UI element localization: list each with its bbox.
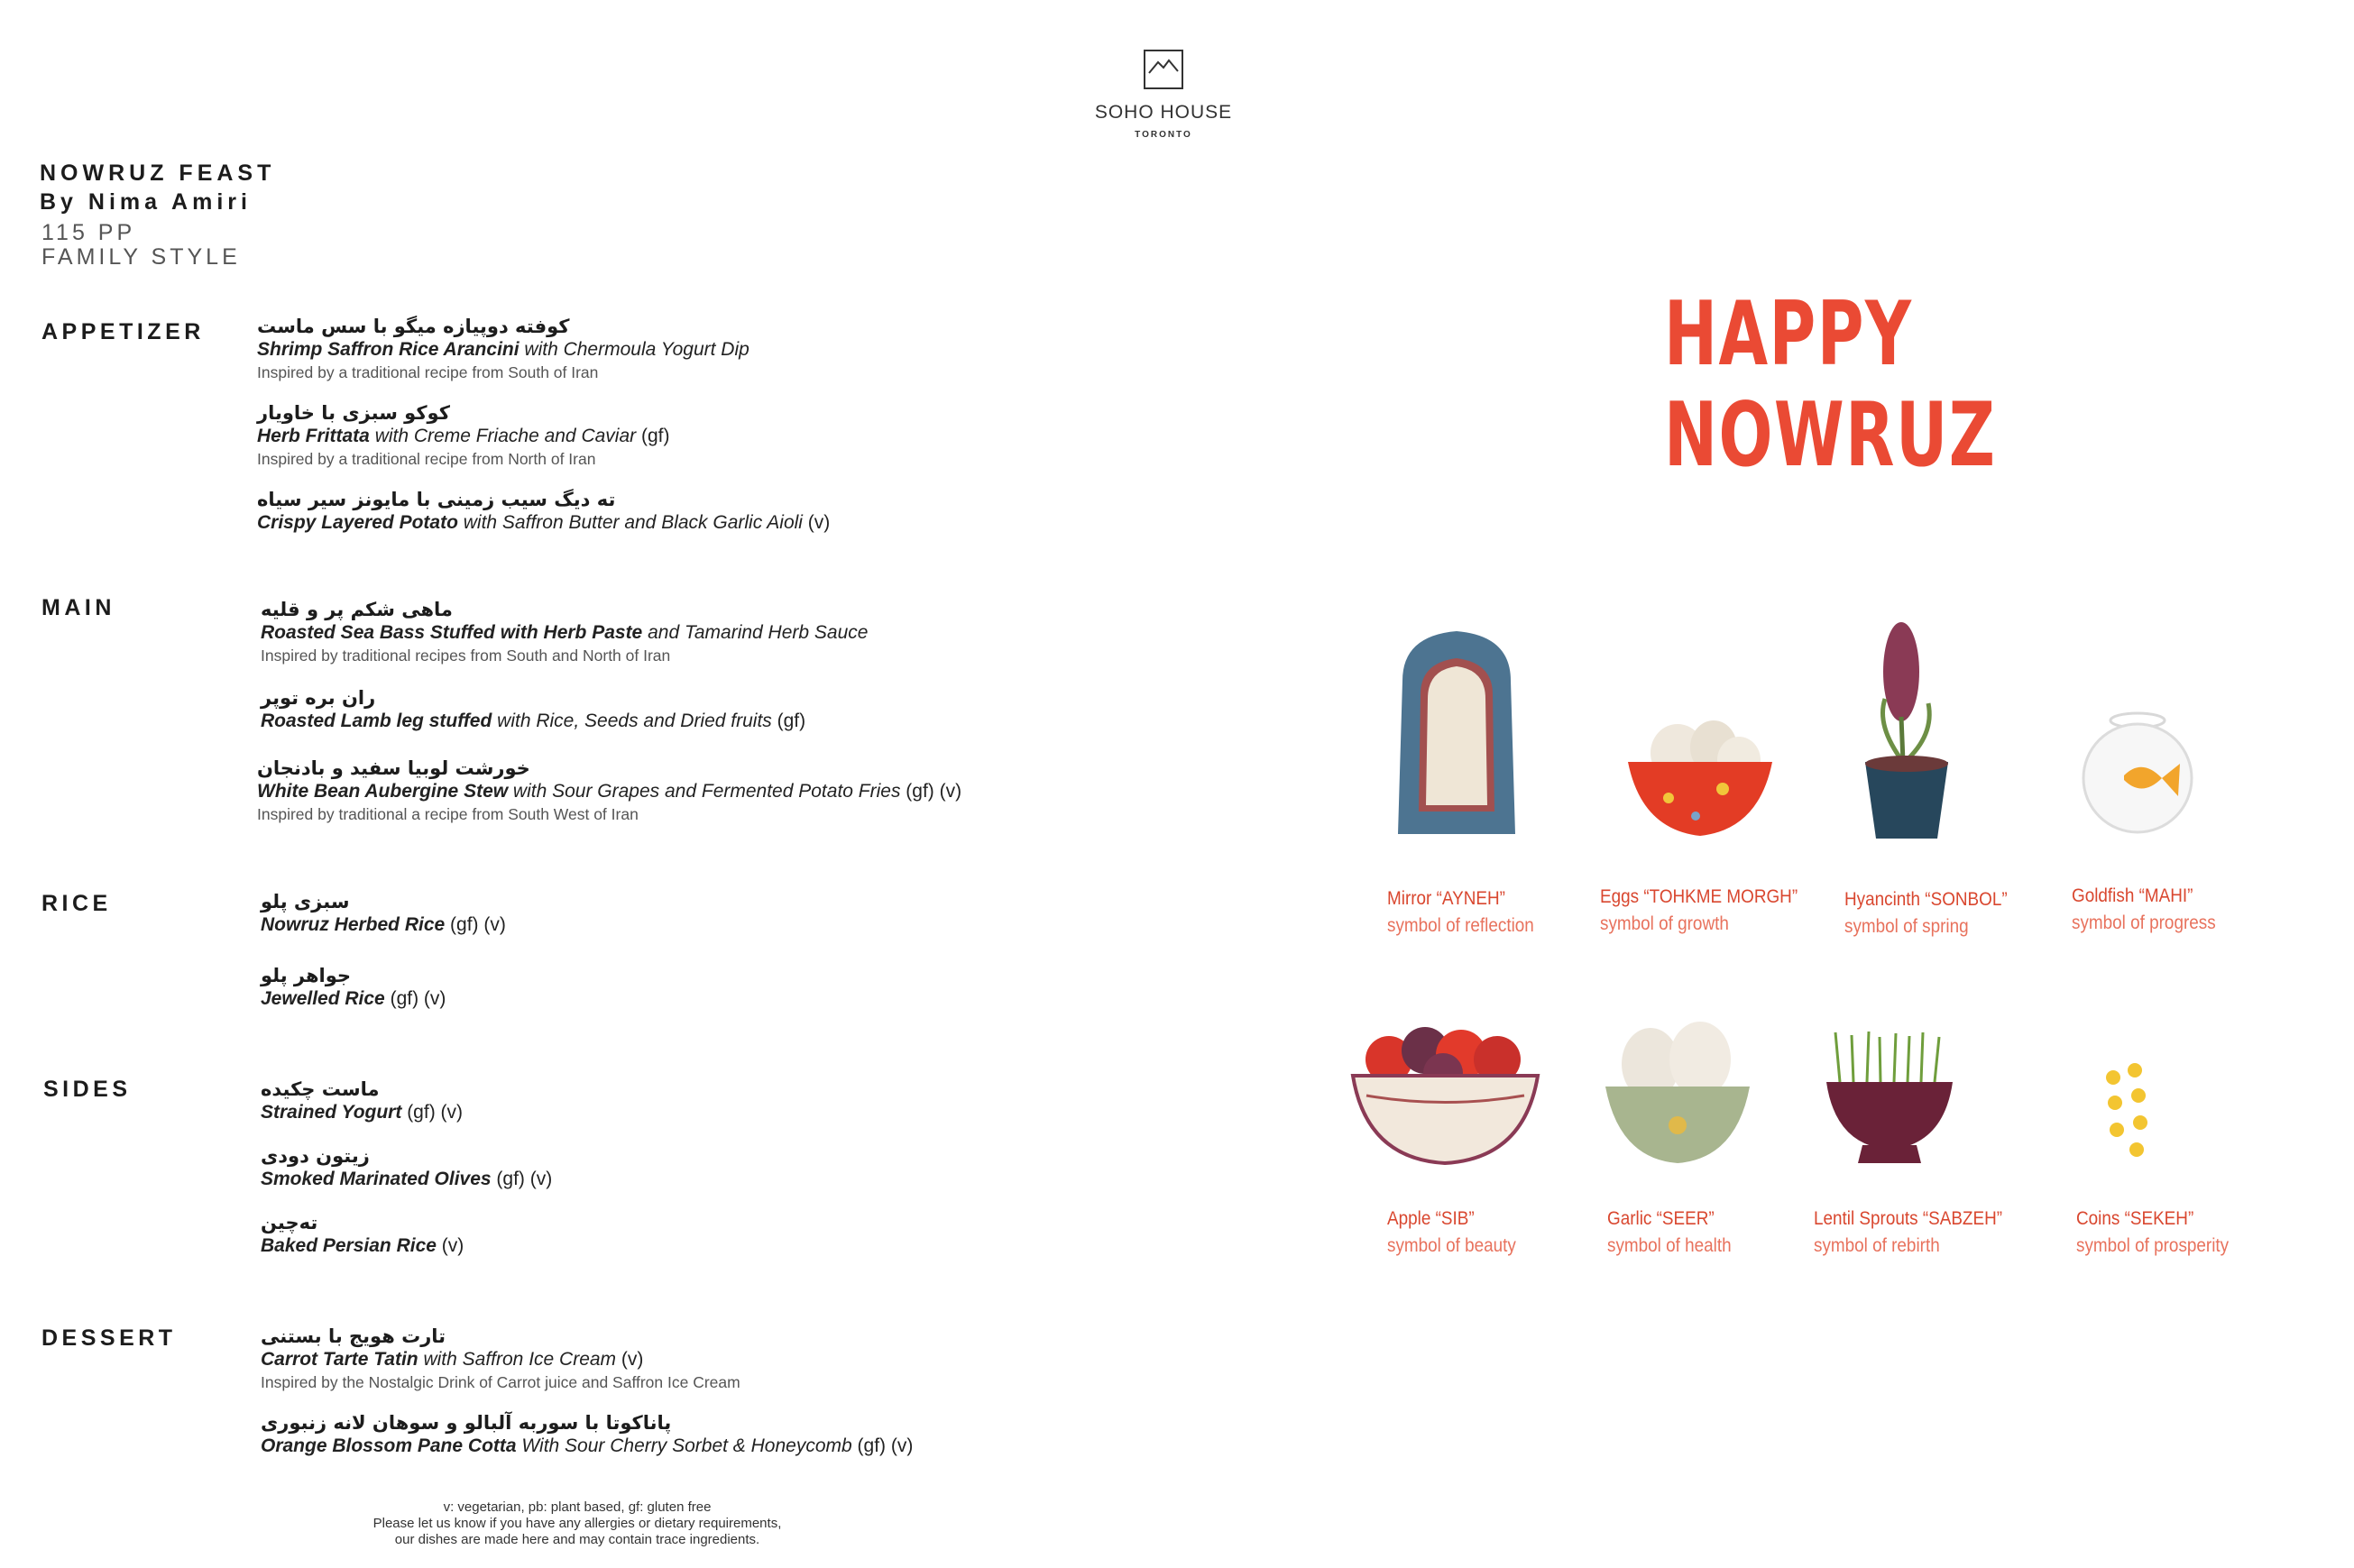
apple-bowl-icon: [1348, 1005, 1542, 1168]
item-name: Goldfish “MAHI”: [2072, 885, 2193, 906]
item-english: Crispy Layered Potato with Saffron Butter and Black Garlic Aioli (v): [257, 512, 831, 533]
item-note: Inspired by a traditional recipe from North of Iran: [257, 450, 596, 468]
haft-seen-garlic: [1607, 1208, 1745, 1257]
brand-city: TORONTO: [1135, 130, 1192, 140]
item-english: Jewelled Rice (gf) (v): [261, 988, 446, 1009]
item-english: Strained Yogurt (gf) (v): [261, 1102, 464, 1123]
item-english: Orange Blossom Pane Cotta With Sour Cherry Sorbet & Honeycomb (gf) (v): [261, 1435, 914, 1456]
hyacinth-icon: [1858, 618, 1957, 843]
menu-title: NOWRUZ FEAST: [40, 160, 276, 186]
item-persian: ران بره توپر: [261, 687, 376, 709]
menu-item: [261, 599, 868, 665]
menu-item: [261, 1078, 463, 1123]
item-symbol: symbol of health: [1607, 1235, 1732, 1256]
greeting-line-2: NOWRUZ: [1664, 384, 1997, 487]
dietary-footer: [298, 1499, 857, 1548]
brand-logo: [1064, 50, 1263, 140]
menu-item: [261, 687, 805, 732]
item-name: Coins “SEKEH”: [2076, 1208, 2194, 1229]
lentil-sprouts-icon: [1822, 1028, 1957, 1168]
item-name: Hyancinth “SONBOL”: [1844, 889, 2008, 910]
section-label-appetizer: APPETIZER: [41, 319, 205, 344]
section-label-main: MAIN: [41, 595, 115, 620]
item-persian: ماست چکیده: [261, 1078, 380, 1100]
menu-item: [257, 489, 830, 534]
eggs-bowl-icon: [1623, 717, 1777, 843]
coins-icon: [2097, 1059, 2160, 1163]
haft-seen-sprouts: [1814, 1208, 2023, 1257]
menu-item: [261, 1325, 740, 1392]
house-logo-icon: [1144, 50, 1183, 89]
item-symbol: symbol of beauty: [1387, 1235, 1516, 1256]
menu-item: [257, 757, 961, 824]
goldfish-bowl-icon: [2079, 708, 2196, 843]
menu-item: [261, 1412, 913, 1457]
item-english: Shrimp Saffron Rice Arancini with Chermoula Yogurt Dip: [257, 339, 749, 360]
item-persian: جواهر پلو: [261, 965, 352, 986]
item-name: Garlic “SEER”: [1607, 1208, 1715, 1229]
item-name: Apple “SIB”: [1387, 1208, 1475, 1229]
mirror-icon: [1384, 627, 1529, 843]
section-label-dessert: DESSERT: [41, 1325, 177, 1351]
menu-item: [261, 1212, 464, 1257]
chef-name: By Nima Amiri: [40, 189, 252, 215]
haft-seen-apple: [1387, 1208, 1531, 1257]
item-english: Roasted Lamb leg stuffed with Rice, Seeds and Dried fruits (gf): [261, 711, 806, 731]
item-persian: زیتون دودی: [261, 1145, 370, 1167]
price: 115 PP: [41, 220, 136, 245]
item-persian: ته دیگ سیب زمینی با مایونز سیر سیاه: [257, 489, 616, 510]
haft-seen-goldfish: [2072, 885, 2231, 934]
item-symbol: symbol of rebirth: [1814, 1235, 1940, 1256]
item-persian: پاناکوتا با سوربه آلبالو و سوهان لانه زنبوری: [261, 1412, 672, 1434]
item-english: Nowruz Herbed Rice (gf) (v): [261, 914, 506, 935]
allergy-notice: Please let us know if you have any allergies or dietary requirements,: [372, 1516, 782, 1531]
dietary-legend: v: vegetarian, pb: plant based, gf: gluten free: [443, 1499, 712, 1515]
haft-seen-mirror: [1387, 888, 1550, 937]
trace-notice: our dishes are made here and may contain trace ingredients.: [394, 1532, 760, 1547]
section-label-rice: RICE: [41, 891, 112, 916]
item-english: Roasted Sea Bass Stuffed with Herb Paste and Tamarind Herb Sauce: [261, 622, 869, 643]
item-english: Smoked Marinated Olives (gf) (v): [261, 1169, 553, 1189]
item-persian: ماهی شکم پر و قلیه: [261, 599, 453, 620]
item-name: Mirror “AYNEH”: [1387, 888, 1505, 909]
section-label-sides: SIDES: [43, 1077, 132, 1102]
greeting-line-1: HAPPY: [1664, 283, 1913, 386]
item-english: Carrot Tarte Tatin with Saffron Ice Cream (v): [261, 1349, 644, 1370]
item-persian: کوکو سبزی با خاویار: [257, 402, 450, 424]
item-note: Inspired by the Nostalgic Drink of Carrot juice and Saffron Ice Cream: [261, 1373, 740, 1391]
item-note: Inspired by traditional a recipe from South West of Iran: [257, 805, 639, 823]
menu-item: [261, 965, 446, 1010]
menu-item: [261, 891, 506, 936]
item-english: Baked Persian Rice (v): [261, 1235, 464, 1256]
item-english: White Bean Aubergine Stew with Sour Grapes and Fermented Potato Fries (gf) (v): [257, 781, 962, 802]
item-name: Eggs “TOHKME MORGH”: [1600, 886, 1798, 907]
haft-seen-coins: [2076, 1208, 2246, 1257]
item-symbol: symbol of reflection: [1387, 915, 1534, 936]
greeting-title: [1664, 284, 1996, 486]
item-persian: خورشت لوبیا سفید و بادنجان: [257, 757, 530, 779]
menu-item: [257, 402, 669, 469]
menu-item: [257, 316, 749, 382]
item-symbol: symbol of growth: [1600, 913, 1729, 934]
item-persian: ته‌چین: [261, 1212, 318, 1233]
item-persian: سبزی پلو: [261, 891, 350, 912]
item-persian: کوفته دوپیازه میگو با سس ماست: [257, 316, 570, 337]
item-note: Inspired by a traditional recipe from South of Iran: [257, 363, 599, 381]
item-english: Herb Frittata with Creme Friache and Caviar (gf): [257, 426, 670, 446]
haft-seen-hyacinth: [1844, 889, 2026, 938]
brand-name: SOHO HOUSE: [1094, 102, 1233, 123]
menu-item: [261, 1145, 552, 1190]
item-note: Inspired by traditional recipes from South and North of Iran: [261, 646, 671, 665]
item-symbol: symbol of prosperity: [2076, 1235, 2230, 1256]
item-persian: تارت هویج با بستنی: [261, 1325, 446, 1347]
item-symbol: symbol of progress: [2072, 912, 2216, 933]
haft-seen-eggs: [1600, 886, 1819, 935]
item-name: Lentil Sprouts “SABZEH”: [1814, 1208, 2003, 1229]
item-symbol: symbol of spring: [1844, 916, 1969, 937]
serving-style: FAMILY STYLE: [41, 244, 241, 270]
garlic-bowl-icon: [1601, 1019, 1754, 1168]
